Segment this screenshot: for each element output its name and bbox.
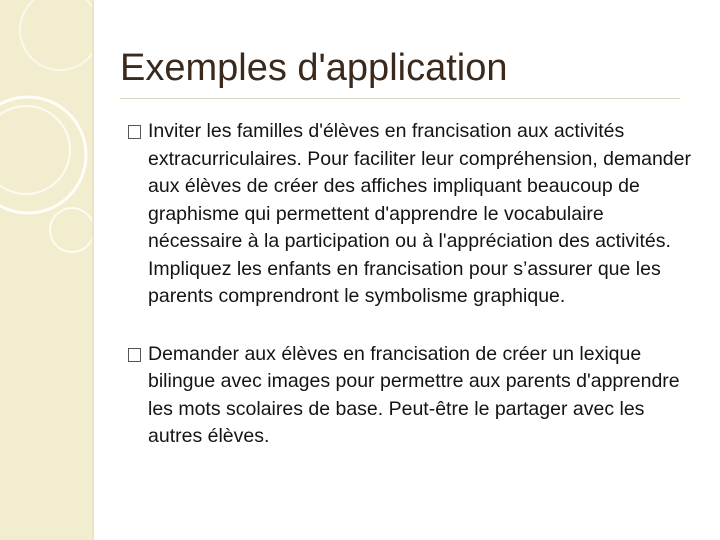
decorative-side-band xyxy=(0,0,92,540)
bullet-list xyxy=(128,118,700,451)
slide-title: Exemples d'application xyxy=(120,47,508,89)
side-band-edge xyxy=(92,0,94,540)
bullet-text: Inviter les familles d'élèves en francisation aux activités extracurriculaires. Pour faciliter leur compréhension, demander aux élèves de créer des affiches impliquant beaucoup de graphisme qui permettent d'apprendre le vocabulaire nécessaire à la participation ou à l'appréciation des activités. Impliquez les enfants en francisation pour s’assurer que les parents comprendront le symbolisme graphique. xyxy=(148,120,691,307)
decorative-circles-graphic xyxy=(0,0,92,540)
missing-glyph-box-icon xyxy=(128,348,141,362)
missing-glyph-box-icon xyxy=(128,125,141,139)
bullet-item xyxy=(128,341,700,451)
bullet-item xyxy=(128,118,700,311)
title-divider xyxy=(120,98,680,99)
bullet-text: Demander aux élèves en francisation de créer un lexique bilingue avec images pour permettre aux parents d'apprendre les mots scolaires de base. Peut-être le partager avec les autres élèves. xyxy=(148,342,680,447)
